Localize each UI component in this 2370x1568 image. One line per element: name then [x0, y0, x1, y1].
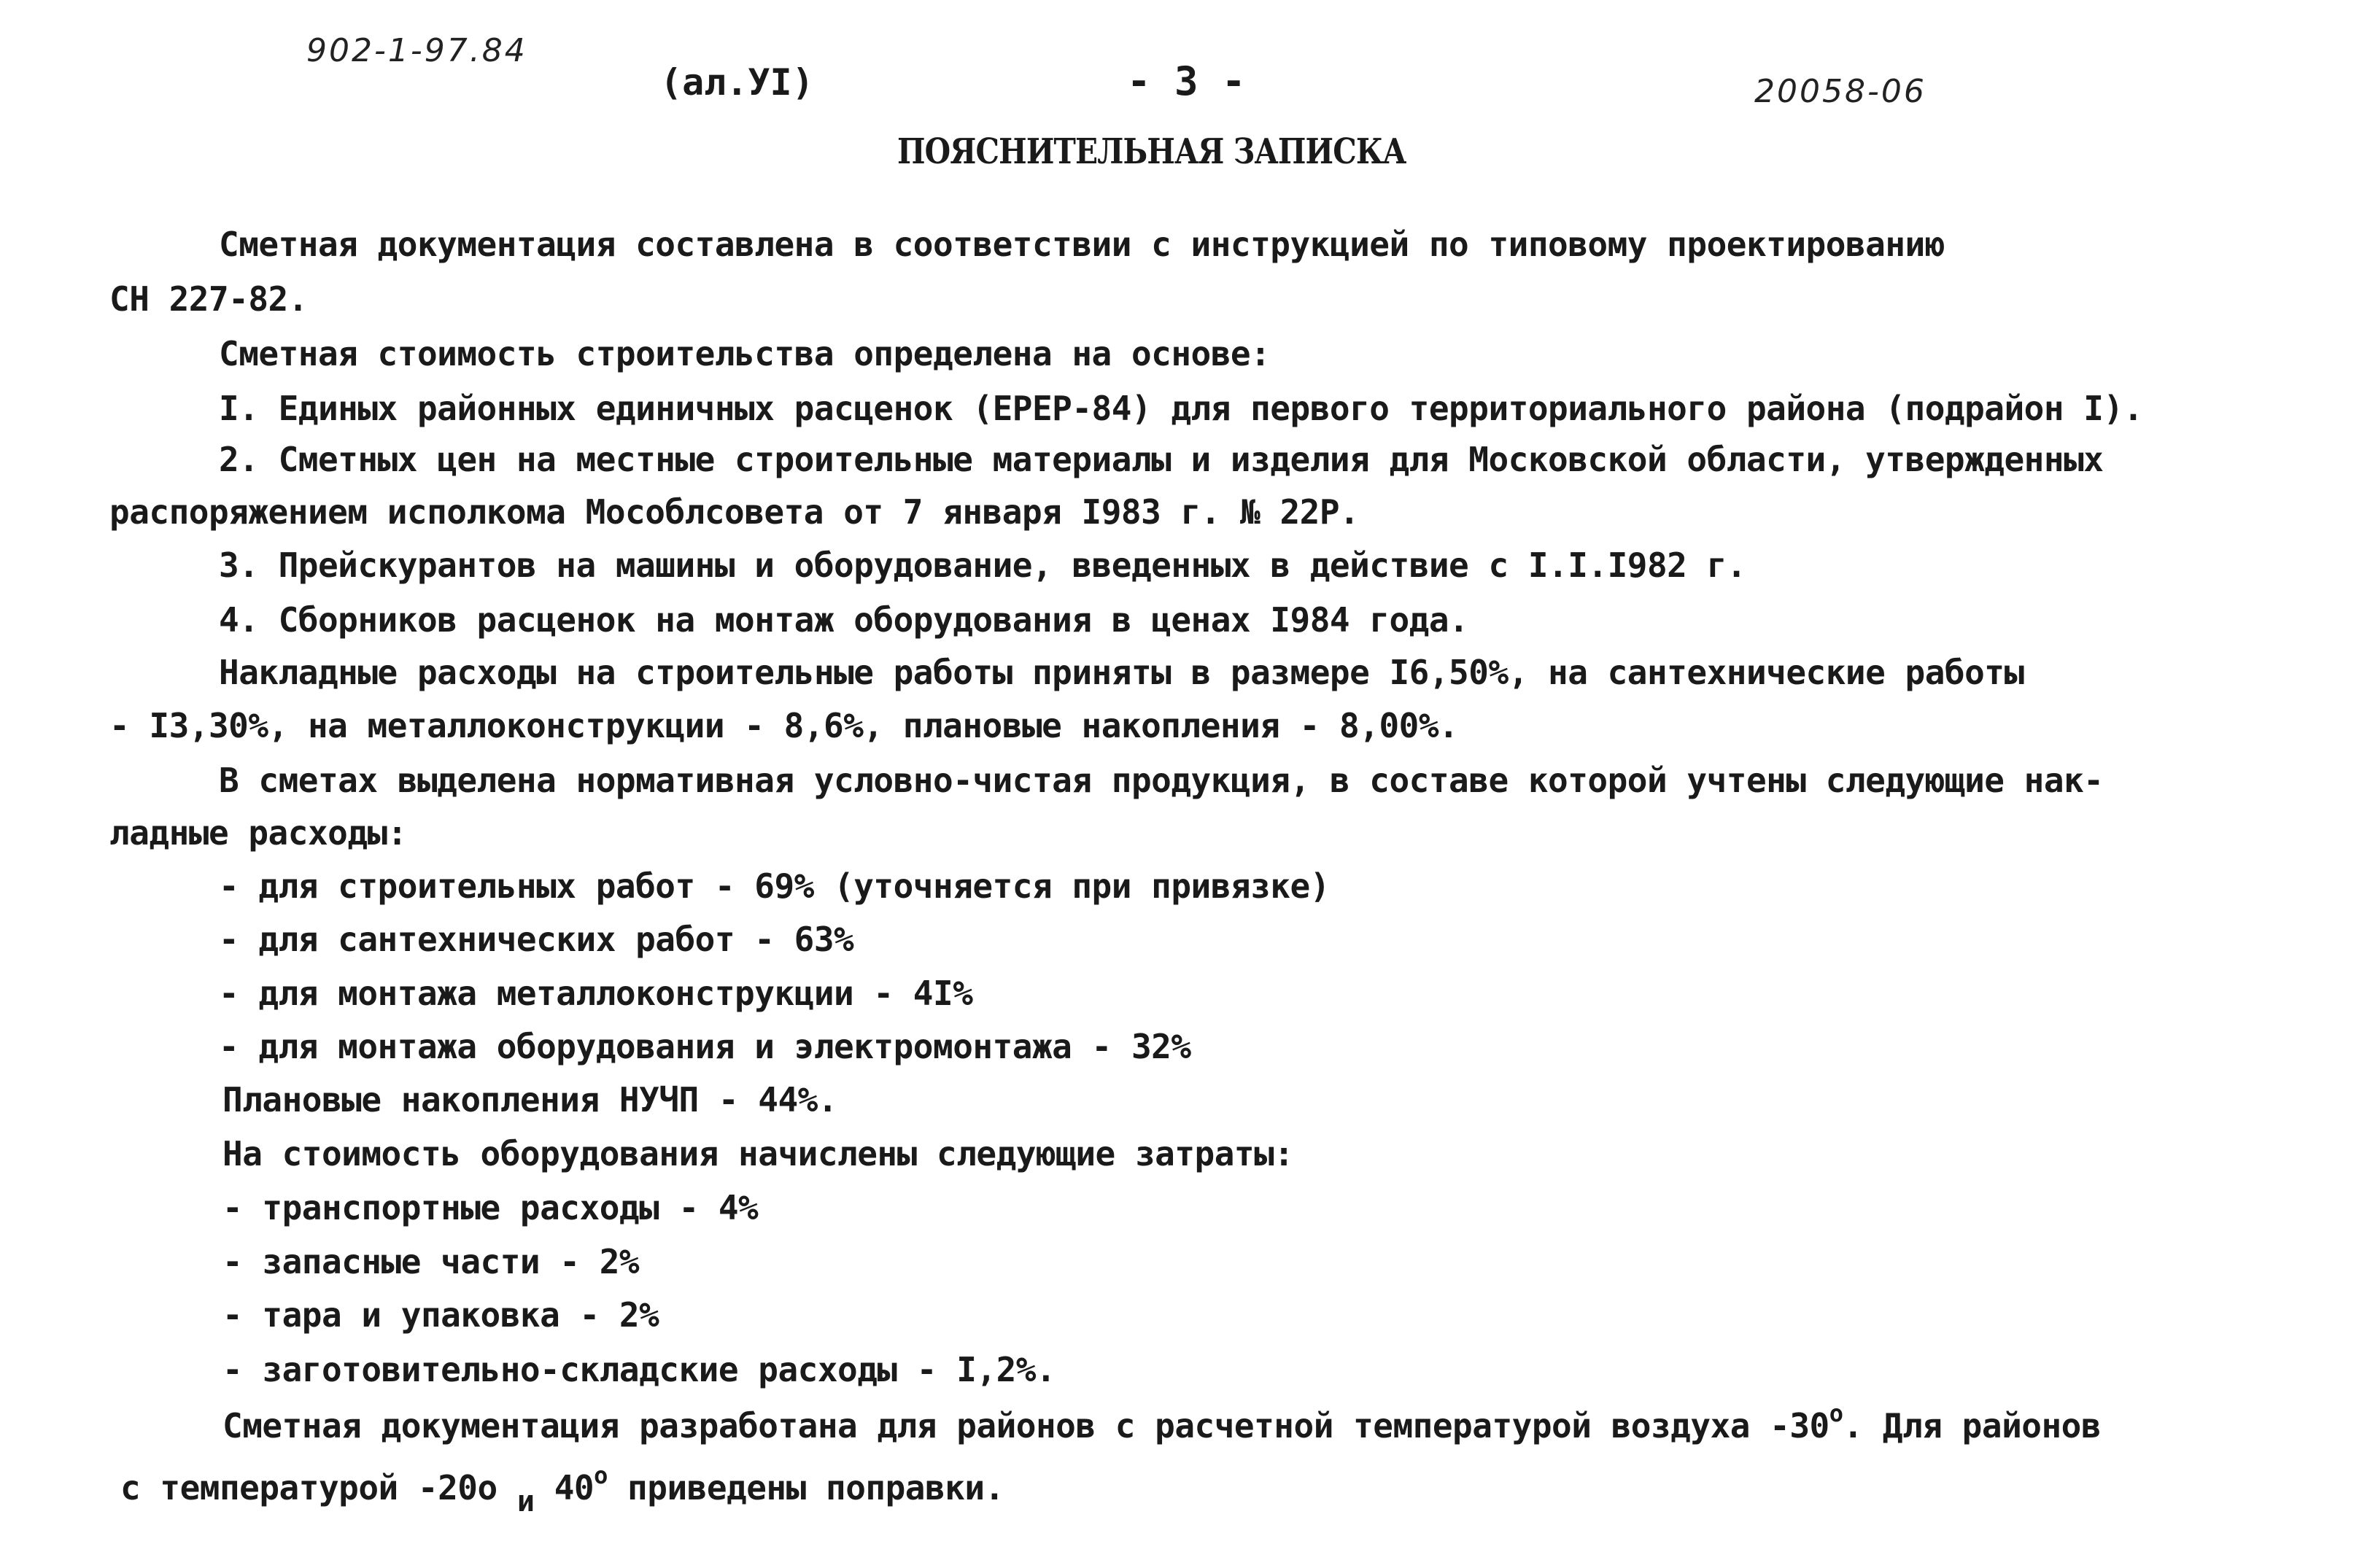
page-number: - 3 - — [1127, 58, 1246, 104]
list-item: - для монтажа оборудования и электромонтажа - 32% — [219, 1027, 1191, 1066]
list-item: - тара и упаковка - 2% — [222, 1295, 659, 1335]
handwritten-code-right: 20058-06 — [1754, 73, 1926, 110]
text-line: I. Единых районных единичных расценок (ЕРЕР-84) для первого территориального района (подрайон I). — [219, 389, 2143, 428]
album-label: (ал.УI) — [660, 61, 814, 104]
text-line: СН 227-82. — [109, 279, 308, 319]
text-line: ладные расходы: — [109, 813, 407, 853]
list-item: - для сантехнических работ - 63% — [219, 920, 854, 959]
text-line: распоряжением исполкома Мособлсовета от 7 января I983 г. № 22Р. — [109, 492, 1360, 532]
text-line: 4. Сборников расценок на монтаж оборудования в ценах I984 года. — [219, 600, 1469, 640]
subscript-and: и — [516, 1485, 535, 1518]
text-line: 3. Прейскурантов на машины и оборудование, введенных в действие с I.I.I982 г. — [219, 546, 1746, 585]
text-line: Накладные расходы на строительные работы приняты в размере I6,50%, на сантехнические работы — [219, 653, 2024, 692]
list-item: - для строительных работ - 69% (уточняется при привязке) — [219, 866, 1330, 906]
text-line: На стоимость оборудования начислены следующие затраты: — [222, 1134, 1294, 1173]
text-line: - I3,30%, на металлоконструкции - 8,6%, плановые накопления - 8,00%. — [109, 706, 1459, 745]
text-line: В сметах выделена нормативная условно-чистая продукция, в составе которой учтены следующие нак- — [219, 761, 2104, 800]
text-line: Плановые накопления НУЧП - 44%. — [222, 1080, 838, 1119]
handwritten-code-left: 902-1-97.84 — [306, 32, 527, 69]
list-item: - запасные части - 2% — [222, 1242, 640, 1281]
text-line: 2. Сметных цен на местные строительные материалы и изделия для Московской области, утвержденных — [219, 440, 2104, 479]
closing-line-1: Сметная документация разработана для районов с расчетной температурой воздуха -30$^o$. Для районов — [222, 1400, 2102, 1445]
list-item: - для монтажа металлоконструкции - 4I% — [219, 974, 973, 1013]
degree-sign: o — [1829, 1400, 1843, 1427]
degree-sign: o — [594, 1462, 608, 1489]
list-item: - заготовительно-складские расходы - I,2%. — [222, 1350, 1056, 1389]
text-line: Сметная стоимость строительства определена на основе: — [219, 334, 1271, 373]
list-item: - транспортные расходы - 4% — [222, 1188, 759, 1227]
text-line: Сметная документация составлена в соответствии с инструкцией по типовому проектированию — [219, 225, 1945, 264]
page-title: ПОЯСНИТЕЛЬНАЯ ЗАПИСКА — [897, 131, 1406, 172]
closing-line-2: с температурой -20о и 40$^o$ приведены поправки. — [120, 1462, 1004, 1518]
